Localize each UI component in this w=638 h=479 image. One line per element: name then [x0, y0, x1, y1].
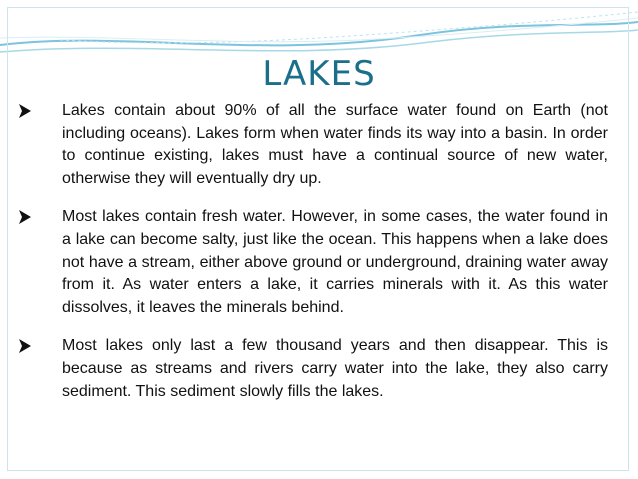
arrow-bullet-icon	[18, 338, 32, 354]
bullet-list	[18, 100, 608, 403]
bullet-item	[18, 100, 608, 190]
bullet-text: Most lakes contain fresh water. However, in some cases, the water found in a lake can become salty, just like the ocean. This happens when a lake does not have a stream, either above ground or underground, draining water away from it. As water enters a lake, it carries minerals with it. As this water dissolves, it leaves the minerals behind.	[62, 208, 608, 316]
arrow-bullet-icon	[18, 103, 32, 119]
bullet-item	[18, 206, 608, 319]
bullet-item	[18, 335, 608, 403]
bullet-text: Lakes contain about 90% of all the surface water found on Earth (not including oceans). Lakes form when water finds its way into a basin. In order to continue existing, lakes must have a continual source of new water, otherwise they will eventually dry up.	[62, 102, 608, 187]
slide-title: LAKES	[262, 54, 376, 94]
arrow-bullet-icon	[18, 209, 32, 225]
bullet-text: Most lakes only last a few thousand years and then disappear. This is because as streams and rivers carry water into the lake, they also carry sediment. This sediment slowly fills the lakes.	[62, 337, 608, 400]
